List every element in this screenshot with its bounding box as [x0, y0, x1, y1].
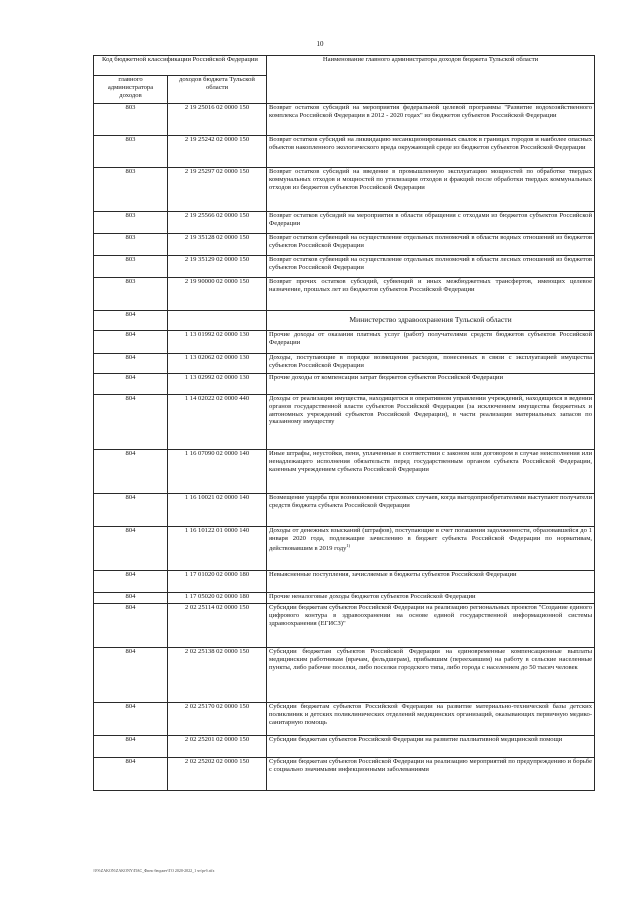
admin-code-cell: 803 — [94, 168, 168, 212]
table-row — [94, 736, 595, 758]
income-name-cell — [267, 604, 595, 648]
table-row — [94, 593, 595, 604]
income-code-cell: 1 17 01020 02 0000 180 — [168, 571, 267, 593]
income-name-cell — [267, 136, 595, 168]
income-name-text: Прочие доходы от компенсации затрат бюджетов субъектов Российской Федерации — [269, 374, 504, 381]
income-name-text: Субсидии бюджетам субъектов Российской Федерации на развитие паллиативной медицинской помощи — [269, 736, 563, 743]
income-name-cell — [267, 703, 595, 736]
table-row — [94, 450, 595, 494]
admin-code-cell: 803 — [94, 104, 168, 136]
income-name-text: Иные штрафы, неустойки, пени, уплаченные в соответствии с законом или договором в случае неисполнения или ненадлежащего исполнения обязательств перед государственным органом субъекта Российской Федерации, казенным учреждением субъекта Российской Федерации — [269, 450, 593, 473]
income-code-cell: 1 13 01992 02 0000 130 — [168, 331, 267, 354]
kbk-header: Код бюджетной классификации Российской Федерации — [94, 56, 267, 76]
admin-code-cell: 803 — [94, 234, 168, 256]
income-name-cell — [267, 256, 595, 278]
income-code-cell: 1 14 02022 02 0000 440 — [168, 395, 267, 450]
income-code-cell — [168, 311, 267, 331]
income-name-cell — [267, 571, 595, 593]
income-name-text: Возврат остатков субсидий на мероприятия в области обращения с отходами из бюджетов субъектов Российской Федерации — [269, 212, 593, 227]
income-name-text: Возврат остатков субвенций на осуществление отдельных полномочий в области лесных отношений из бюджетов субъектов Российской Федерации — [269, 256, 593, 271]
table-row — [94, 527, 595, 571]
income-name-text: Субсидии бюджетам субъектов Российской Федерации на реализацию региональных проектов "Создание единого цифрового контура в здравоохранении на основе единой государственной информационной системы здравоохранения (ЕГИСЗ)" — [269, 604, 593, 627]
income-code-cell: 1 13 02062 02 0000 130 — [168, 354, 267, 374]
file-path-footer: \\FS\ZAKON\ZAKONY\ПАС_Финс бюджет\ТО 2020-2022_1 чт\ргб.rtfx — [93, 868, 215, 873]
income-name-cell — [267, 354, 595, 374]
income-name-text: Возврат остатков субсидий на введение в промышленную эксплуатацию мощностей по обработке твердых коммунальных отходов и мощностей по утилизации отходов и фракций после обработки твердых коммунальных отходов из бюджетов субъектов Российской Федерации — [269, 168, 593, 191]
admin-code-cell: 804 — [94, 593, 168, 604]
income-name-text: Доходы от денежных взысканий (штрафов), поступающие в счет погашения задолженности, образовавшейся до 1 января 2020 года, подлежащие зачислению в бюджет субъекта Российской Федерации по нормативам, действовавшим в 2019 году — [269, 527, 593, 552]
income-name-cell — [267, 212, 595, 234]
income-code-cell: 1 16 07090 02 0000 140 — [168, 450, 267, 494]
admin-code-cell: 804 — [94, 736, 168, 758]
table-row — [94, 331, 595, 354]
table-row — [94, 703, 595, 736]
income-code-cell: 2 19 25566 02 0000 150 — [168, 212, 267, 234]
admin-code-cell: 804 — [94, 374, 168, 395]
table-row — [94, 604, 595, 648]
admin-code-cell: 803 — [94, 212, 168, 234]
income-name-text: Доходы от реализации имущества, находящегося в оперативном управлении учреждений, находящихся в ведении органов государственной власти субъектов Российской Федерации (за исключением имущества бюджетных и автономных учреждений субъектов Российской Федерации), в части реализации материальных запасов по указанному имуществу — [269, 395, 593, 426]
table-row — [94, 256, 595, 278]
admin-code-cell: 804 — [94, 450, 168, 494]
income-name-text: Прочие доходы от оказания платных услуг (работ) получателями средств бюджетов субъектов Российской Федерации — [269, 331, 593, 346]
page-number: 10 — [316, 40, 324, 48]
income-name-cell — [267, 648, 595, 703]
income-name-cell — [267, 104, 595, 136]
income-code-cell: 1 13 02992 02 0000 130 — [168, 374, 267, 395]
admin-code-cell: 804 — [94, 758, 168, 791]
income-name-text: Прочие неналоговые доходы бюджетов субъектов Российской Федерации — [269, 593, 476, 600]
table-row — [94, 494, 595, 527]
table-row — [94, 758, 595, 791]
admin-code-cell: 804 — [94, 703, 168, 736]
income-name-cell — [267, 374, 595, 395]
income-name-cell — [267, 593, 595, 604]
income-code-cell: 2 02 25201 02 0000 150 — [168, 736, 267, 758]
admin-code-cell: 804 — [94, 648, 168, 703]
table-row — [94, 354, 595, 374]
table-row — [94, 212, 595, 234]
admin-code-cell: 804 — [94, 311, 168, 331]
income-name-text: Субсидии бюджетам субъектов Российской Федерации на единовременные компенсационные выплаты медицинским работникам (врачам, фельдшерам), прибывшим (переехавшим) на работу в сельские населенные пункты, либо рабочие поселки, либо поселки городского типа, либо города с населением до 50 тысяч человек — [269, 648, 593, 671]
table-row — [94, 168, 595, 212]
admin-code-cell: 804 — [94, 571, 168, 593]
table-row — [94, 571, 595, 593]
income-code-cell: 1 16 10122 01 0000 140 — [168, 527, 267, 571]
income-name-text: Возврат остатков субвенций на осуществление отдельных полномочий в области водных отношений из бюджетов субъектов Российской Федерации — [269, 234, 593, 249]
income-code-cell: 2 02 25170 02 0000 150 — [168, 703, 267, 736]
income-code-cell: 2 19 35129 02 0000 150 — [168, 256, 267, 278]
income-code-cell: 2 19 25016 02 0000 150 — [168, 104, 267, 136]
admin-code-cell: 803 — [94, 136, 168, 168]
footnote-marker: 1) — [346, 542, 351, 548]
admin-code-cell: 804 — [94, 604, 168, 648]
income-name-text: Невыясненные поступления, зачисляемые в бюджеты субъектов Российской Федерации — [269, 571, 517, 578]
income-name-cell — [267, 278, 595, 311]
admin-code-cell: 804 — [94, 527, 168, 571]
admin-code-cell: 804 — [94, 354, 168, 374]
admin-code-cell: 803 — [94, 278, 168, 311]
income-name-text: Доходы, поступающие в порядке возмещения расходов, понесенных в связи с эксплуатацией имущества субъектов Российской Федерации — [269, 354, 593, 369]
income-code-cell: 2 19 90000 02 0000 150 — [168, 278, 267, 311]
section-row — [94, 311, 595, 331]
table-row — [94, 104, 595, 136]
admin-code-header: главного администратора доходов — [94, 76, 168, 104]
admin-code-cell: 804 — [94, 331, 168, 354]
income-code-cell: 2 02 25114 02 0000 150 — [168, 604, 267, 648]
income-code-cell: 2 02 25138 02 0000 150 — [168, 648, 267, 703]
income-name-text: Возврат остатков субсидий на мероприятия федеральной целевой программы "Развитие водохозяйственного комплекса Российской Федерации в 2012 - 2020 годах" из бюджетов субъектов Российской Федерации — [269, 104, 593, 119]
income-name-cell — [267, 234, 595, 256]
admin-code-cell: 804 — [94, 395, 168, 450]
income-code-cell: 1 16 10021 02 0000 140 — [168, 494, 267, 527]
income-name-text: Возврат прочих остатков субсидий, субвенций и иных межбюджетных трансфертов, имеющих целевое назначение, прошлых лет из бюджетов субъектов Российской Федерации — [269, 278, 593, 293]
income-code-cell: 2 02 25202 02 0000 150 — [168, 758, 267, 791]
income-name-text: Субсидии бюджетам субъектов Российской Федерации на развитие материально-технической базы детских поликлиник и детских поликлинических отделений медицинских организаций, оказывающих первичную медико-санитарную помощь — [269, 703, 593, 726]
income-name-cell — [267, 331, 595, 354]
table-row — [94, 136, 595, 168]
income-code-cell: 2 19 35128 02 0000 150 — [168, 234, 267, 256]
table-row — [94, 395, 595, 450]
table-body — [94, 104, 595, 791]
income-code-cell: 1 17 05020 02 0000 180 — [168, 593, 267, 604]
budget-income-table — [93, 55, 595, 791]
income-name-cell — [267, 450, 595, 494]
table-row — [94, 374, 595, 395]
income-name-cell — [267, 395, 595, 450]
section-title-cell — [267, 311, 595, 331]
income-code-cell: 2 19 25242 02 0000 150 — [168, 136, 267, 168]
income-name-cell — [267, 736, 595, 758]
income-name-text: Министерство здравоохранения Тульской области — [349, 315, 512, 325]
income-name-text: Субсидии бюджетам субъектов Российской Федерации на реализацию мероприятий по предупреждению и борьбе с социально значимыми инфекционными заболеваниями — [269, 758, 593, 773]
table-row — [94, 648, 595, 703]
admin-code-cell: 803 — [94, 256, 168, 278]
income-code-header: доходов бюджета Тульской области — [168, 76, 267, 104]
table-row — [94, 278, 595, 311]
income-name-cell — [267, 527, 595, 571]
income-name-cell — [267, 758, 595, 791]
table-row — [94, 234, 595, 256]
income-name-cell — [267, 494, 595, 527]
admin-code-cell: 804 — [94, 494, 168, 527]
income-code-cell: 2 19 25297 02 0000 150 — [168, 168, 267, 212]
income-name-text: Возмещение ущерба при возникновении страховых случаев, когда выгодоприобретателями выступают получатели средств бюджета субъекта Российской Федерации — [269, 494, 593, 509]
income-name-cell — [267, 168, 595, 212]
income-name-text: Возврат остатков субсидий на ликвидацию несанкционированных свалок в границах городов и наиболее опасных объектов накопленного экологического вреда окружающей среде из бюджетов субъектов Российской Федерации — [269, 136, 593, 151]
admin-name-header: Наименование главного администратора доходов бюджета Тульской области — [267, 56, 595, 104]
